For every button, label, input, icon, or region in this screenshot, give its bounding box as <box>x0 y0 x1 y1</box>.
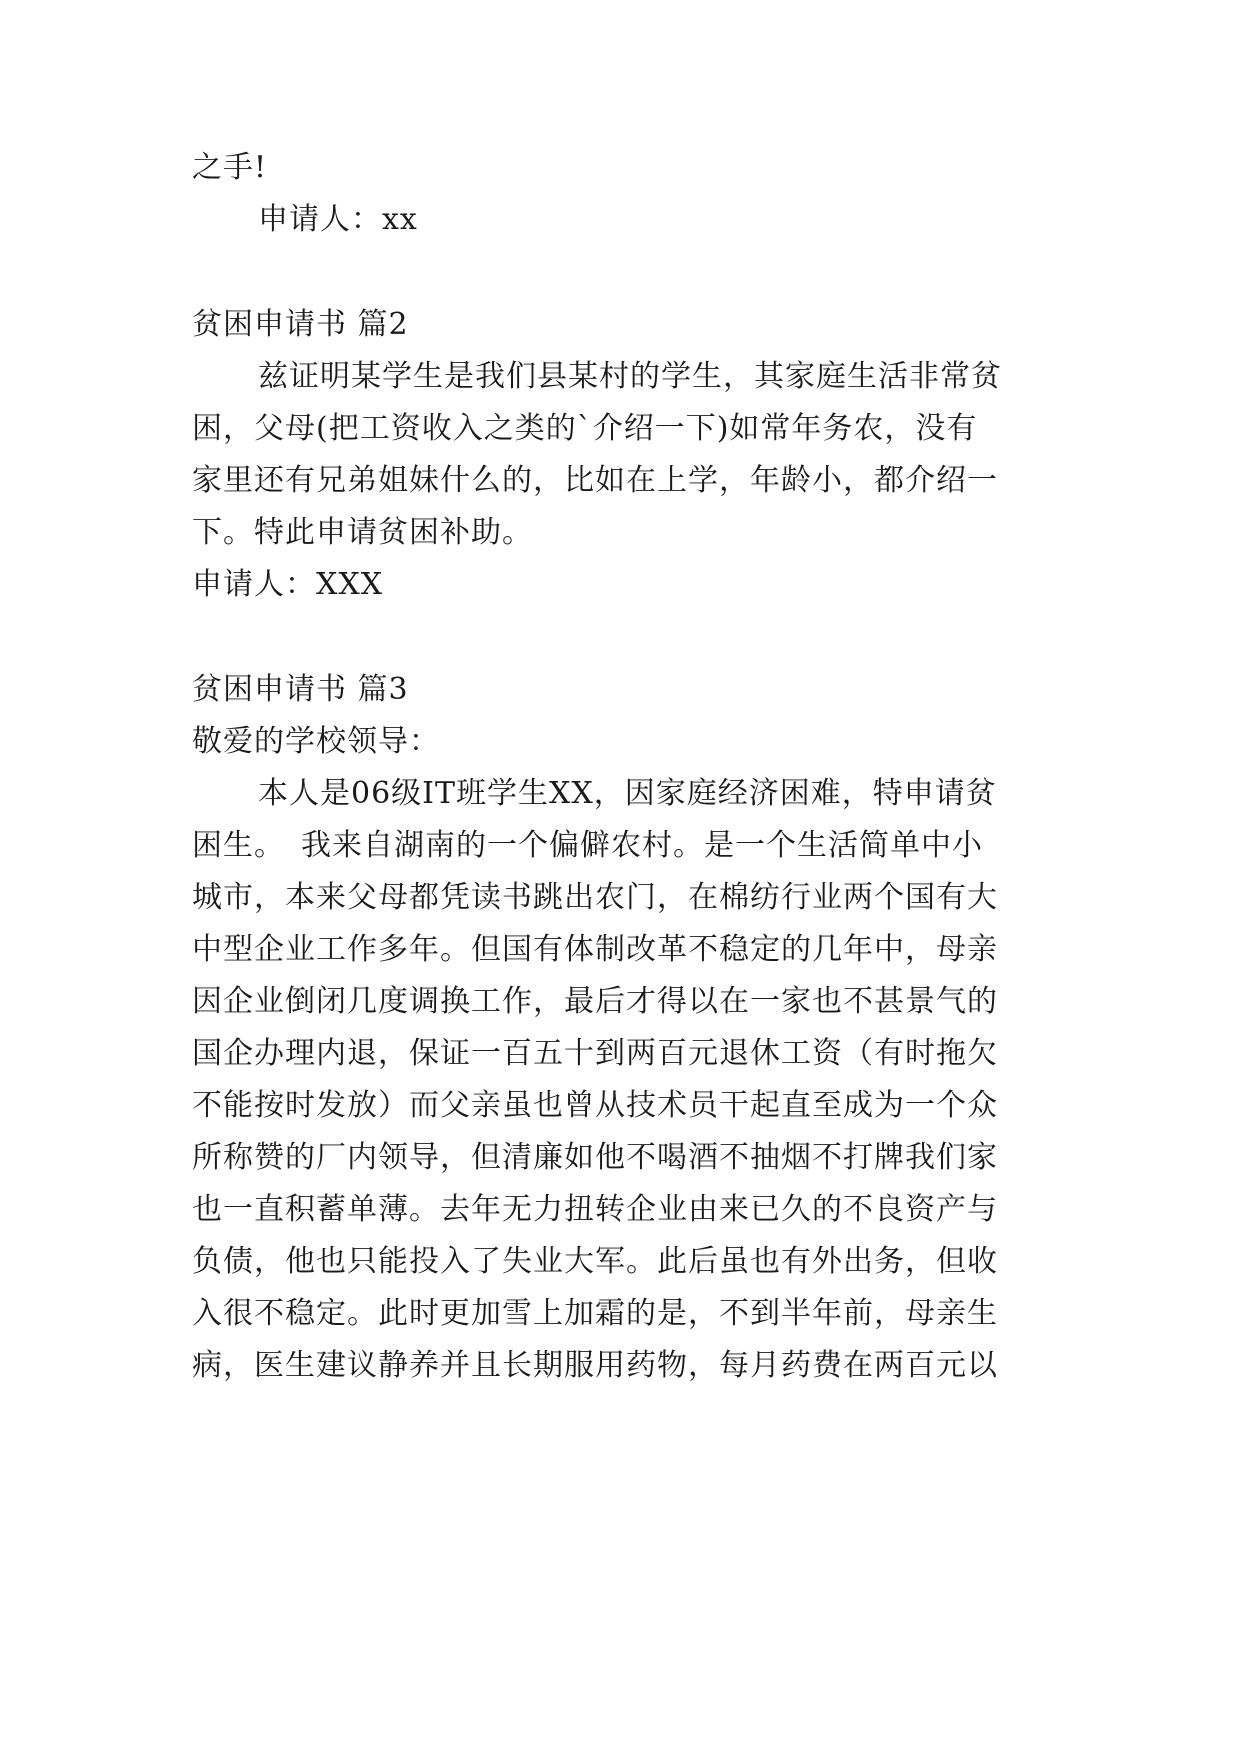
salutation: 敬爱的学校领导： <box>192 724 440 759</box>
text-line: 家里还有兄弟姐妹什么的，比如在上学，年龄小，都介绍一 <box>192 463 998 498</box>
text-line: 入很不稳定。此时更加雪上加霜的是，不到半年前，母亲生 <box>192 1296 998 1331</box>
text-line: 也一直积蓄单薄。去年无力扭转企业由来已久的不良资产与 <box>192 1192 998 1227</box>
text-line: 不能按时发放）而父亲虽也曾从技术员干起直至成为一个众 <box>192 1088 998 1123</box>
text-line: 城市，本来父母都凭读书跳出农门，在棉纺行业两个国有大 <box>192 880 998 915</box>
text-line: 之手! <box>192 150 268 185</box>
text-line: 所称赞的厂内领导，但清廉如他不喝酒不抽烟不打牌我们家 <box>192 1140 998 1175</box>
text-line: 兹证明某学生是我们县某村的学生，其家庭生活非常贫 <box>258 359 1002 394</box>
section-heading-2: 贫困申请书 篇2 <box>192 307 409 342</box>
applicant-signature-1: 申请人：xx <box>258 202 418 237</box>
text-line: 中型企业工作多年。但国有体制改革不稳定的几年中，母亲 <box>192 932 998 967</box>
section-heading-3: 贫困申请书 篇3 <box>192 672 409 707</box>
text-line: 病，医生建议静养并且长期服用药物，每月药费在两百元以 <box>192 1348 998 1383</box>
text-line: 国企办理内退，保证一百五十到两百元退休工资（有时拖欠 <box>192 1036 998 1071</box>
applicant-signature-2: 申请人：XXX <box>192 567 384 602</box>
text-line: 本人是06级IT班学生XX，因家庭经济困难，特申请贫 <box>258 776 997 811</box>
text-line: 因企业倒闭几度调换工作，最后才得以在一家也不甚景气的 <box>192 984 998 1019</box>
text-line: 负债，他也只能投入了失业大军。此后虽也有外出务，但收 <box>192 1244 998 1279</box>
text-line: 困，父母(把工资收入之类的`介绍一下)如常年务农，没有 <box>192 411 978 446</box>
text-line: 下。特此申请贫困补助。 <box>192 515 533 550</box>
text-line: 困生。 我来自湖南的一个偏僻农村。是一个生活简单中小 <box>192 828 983 863</box>
